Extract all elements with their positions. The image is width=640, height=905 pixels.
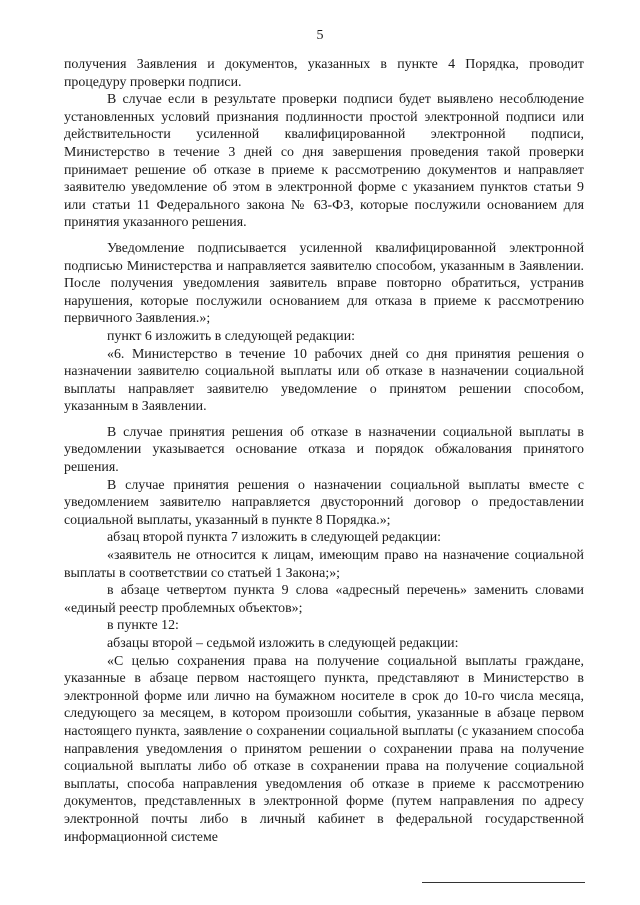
paragraph-item-7-heading: абзац второй пункта 7 изложить в следующей редакции: — [107, 530, 442, 546]
paragraph-signature-check: В случае если в результате проверки подписи будет выявлено несоблюдение установленных условий признания подлинности простой электронной подписи или действительности усиленной квалифицированной электронной подписи, Министерство в течение 3 дней со дня завершения проведения такой проверки принимает решение об отказе в приеме к рассмотрению документов и направляет заявителю уведомление об этом в электронной форме с указанием пунктов статьи 9 или статьи 11 Федерального закона № 63-ФЗ, которые послужили основанием для принятия указанного решения. — [64, 92, 584, 231]
paragraph-item-9: в абзаце четвертом пункта 9 слова «адресный перечень» заменить словами «единый реестр проблемных объектов»; — [64, 583, 584, 616]
paragraph-refusal-notice: В случае принятия решения об отказе в назначении социальной выплаты в уведомлении указывается основание отказа и порядок обжалования принятого решения. — [64, 424, 584, 476]
paragraph-item-7-text: «заявитель не относится к лицам, имеющим право на назначение социальной выплаты в соответствии со статьей 1 Закона;»; — [64, 548, 584, 581]
paragraph-item-6-text: «6. Министерство в течение 10 рабочих дней со дня принятия решения о назначении заявителю социальной выплаты или об отказе в назначении социальной выплаты направляет заявителю уведомление о принятом решении способом, указанным в Заявлении. — [64, 346, 584, 415]
paragraph-notification-signing: Уведомление подписывается усиленной квалифицированной электронной подписью Министерства и направляется заявителю способом, указанным в Заявлении. После получения уведомления заявитель вправе повторно обратиться, устранив нарушения, которые послужили основанием для отказа в приеме к рассмотрению первичного Заявления.»; — [64, 240, 584, 327]
paragraph-item-6-heading: пункт 6 изложить в следующей редакции: — [107, 328, 356, 344]
paragraph-item-12-heading: в пункте 12: — [107, 618, 179, 634]
page-number: 5 — [316, 28, 324, 43]
document-body — [64, 56, 584, 846]
footer-rule — [422, 882, 585, 883]
paragraph-item-12-subheading: абзацы второй – седьмой изложить в следующей редакции: — [107, 636, 459, 651]
paragraph-item-12-text: «С целью сохранения права на получение социальной выплаты граждане, указанные в абзаце первом настоящего пункта, представляют в Министерство в электронной форме или лично на бумажном носителе в срок до 10-го числа месяца, следующего за месяцем, в котором произошли события, указанные в абзаце первом настоящего пункта, заявление о сохранении социальной выплаты (с указанием способа направления уведомления о принятом решении о сохранении права на получение социальной выплаты либо об отказе в сохранении права на получение социальной выплаты, способа направления уведомления об отказе в приеме к рассмотрению документов, представленных в электронной форме (путем направления по адресу электронной почты либо в личный кабинет в федеральной государственной информационной системе — [64, 653, 584, 845]
paragraph-agreement: В случае принятия решения о назначении социальной выплаты вместе с уведомлением заявителю направляется двусторонний договор о предоставлении социальной выплаты, указанный в пункте 8 Порядка.»; — [64, 477, 584, 528]
paragraph-continuation: получения Заявления и документов, указанных в пункте 4 Порядка, проводит процедуру проверки подписи. — [64, 57, 584, 90]
